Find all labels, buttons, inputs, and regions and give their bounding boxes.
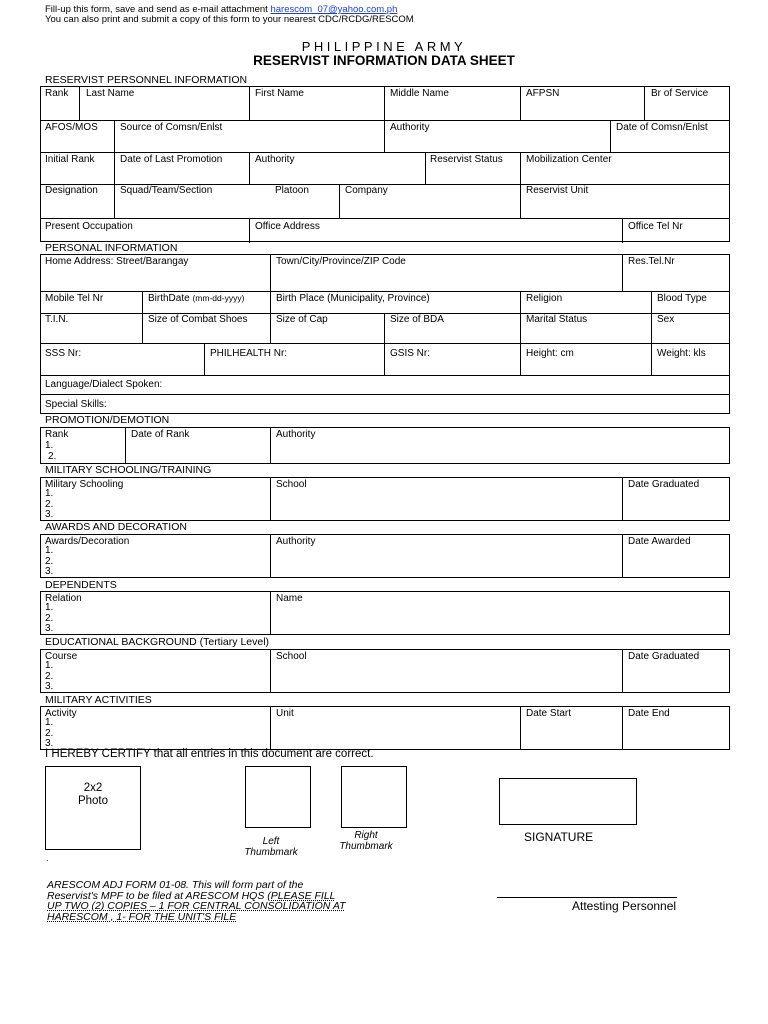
photo-box[interactable]	[45, 766, 141, 850]
first-name-field[interactable]: First Name	[255, 88, 304, 99]
blood-type-field[interactable]: Blood Type	[657, 293, 707, 304]
right-thumbmark-label-1: Right	[354, 830, 378, 841]
education-row-2[interactable]: 2.	[45, 671, 54, 682]
dependents-row-3[interactable]: 3.	[45, 623, 54, 634]
afpsn-field[interactable]: AFPSN	[526, 88, 560, 99]
activities-row-3[interactable]: 3.	[45, 738, 54, 749]
footer-note-text: ARESCOM ADJ FORM 01-08. This will form part of the Reservist's MPF to be filed at ARESCOM HQS	[47, 879, 304, 902]
section-reservist-info: RESERVIST PERSONNEL INFORMATION	[45, 74, 248, 86]
tin-field[interactable]: T.I.N.	[45, 314, 69, 325]
bda-size-field[interactable]: Size of BDA	[390, 314, 444, 325]
branch-of-service-field[interactable]: Br of Service	[651, 88, 709, 99]
company-field[interactable]: Company	[345, 185, 388, 196]
promotion-row-2[interactable]: 2.	[48, 451, 57, 462]
squad-field[interactable]: Squad/Team/Section	[120, 185, 213, 196]
religion-field[interactable]: Religion	[526, 293, 563, 304]
language-field[interactable]: Language/Dialect Spoken:	[45, 379, 163, 390]
attesting-signature-line[interactable]	[497, 897, 677, 898]
signature-label: SIGNATURE	[524, 830, 594, 844]
birthdate-format: (mm-dd-yyyy)	[192, 293, 245, 303]
birthdate-label: BirthDate	[148, 293, 190, 304]
schooling-row-2[interactable]: 2.	[45, 499, 54, 510]
office-address-field[interactable]: Office Address	[255, 221, 320, 232]
mobilization-center-field[interactable]: Mobilization Center	[526, 154, 612, 165]
authority-promotion-field[interactable]: Authority	[255, 154, 295, 165]
weight-field[interactable]: Weight: kls	[657, 348, 706, 359]
instruction-line-2: You can also print and submit a copy of this form to your nearest CDC/RCDG/RESCOM	[45, 14, 414, 25]
promotion-authority-header: Authority	[276, 429, 316, 440]
reservist-unit-field[interactable]: Reservist Unit	[526, 185, 589, 196]
activities-table	[40, 706, 730, 750]
personal-info-table	[40, 254, 730, 414]
afos-mos-field[interactable]: AFOS/MOS	[45, 122, 98, 133]
awards-authority-header: Authority	[276, 536, 316, 547]
date-awarded-header: Date Awarded	[628, 536, 691, 547]
left-thumbmark-label	[236, 836, 306, 858]
special-skills-field[interactable]: Special Skills:	[45, 399, 107, 410]
birthdate-field[interactable]	[148, 293, 244, 304]
birthplace-field[interactable]: Birth Place (Municipality, Province)	[276, 293, 430, 304]
middle-name-field[interactable]: Middle Name	[390, 88, 449, 99]
form-title: PHILIPPINE ARMY	[301, 39, 467, 54]
office-tel-field[interactable]: Office Tel Nr	[628, 221, 683, 232]
reservist-info-table	[40, 86, 730, 242]
town-field[interactable]: Town/City/Province/ZIP Code	[276, 256, 406, 267]
awards-row-1[interactable]: 1.	[45, 545, 54, 556]
source-comsn-field[interactable]: Source of Comsn/Enlst	[120, 122, 223, 133]
certification-statement: I HEREBY CERTIFY that all entries in this document are correct.	[45, 748, 374, 760]
platoon-field[interactable]: Platoon	[275, 185, 309, 196]
awards-header: Awards/Decoration	[45, 536, 130, 547]
combat-shoes-field[interactable]: Size of Combat Shoes	[148, 314, 248, 325]
left-thumbmark-label-1: Left	[262, 836, 280, 847]
date-graduated-header: Date Graduated	[628, 479, 700, 490]
date-comsn-field[interactable]: Date of Comsn/Enlst	[616, 122, 708, 133]
course-header: Course	[45, 651, 78, 662]
gsis-field[interactable]: GSIS Nr:	[390, 348, 431, 359]
awards-row-3[interactable]: 3.	[45, 566, 54, 577]
date-start-header: Date Start	[526, 708, 572, 719]
schooling-row-1[interactable]: 1.	[45, 488, 54, 499]
right-thumbmark-box[interactable]	[341, 766, 407, 828]
promotion-date-header: Date of Rank	[131, 429, 190, 440]
initial-rank-field[interactable]: Initial Rank	[45, 154, 95, 165]
height-field[interactable]: Height: cm	[526, 348, 574, 359]
authority-comsn-field[interactable]: Authority	[390, 122, 430, 133]
dependents-row-1[interactable]: 1.	[45, 602, 54, 613]
home-address-field[interactable]: Home Address: Street/Barangay	[45, 256, 189, 267]
left-thumbmark-label-2: Thumbmark	[244, 847, 298, 858]
section-education: EDUCATIONAL BACKGROUND (Tertiary Level)	[45, 636, 270, 648]
section-dependents: DEPENDENTS	[45, 579, 117, 591]
awards-table	[40, 534, 730, 578]
promotion-rank-header: Rank	[45, 429, 69, 440]
education-row-3[interactable]: 3.	[45, 681, 54, 692]
promotion-table	[40, 427, 730, 464]
section-awards: AWARDS AND DECORATION	[45, 521, 187, 533]
form-subtitle: RESERVIST INFORMATION DATA SHEET	[253, 53, 515, 68]
activities-row-1[interactable]: 1.	[45, 717, 54, 728]
instruction-text: Fill-up this form, save and send as e-mail attachment	[45, 4, 271, 15]
marital-status-field[interactable]: Marital Status	[526, 314, 588, 325]
designation-field[interactable]: Designation	[45, 185, 98, 196]
education-date-graduated-header: Date Graduated	[628, 651, 700, 662]
stray-dot: .	[46, 853, 49, 863]
date-end-header: Date End	[628, 708, 670, 719]
dependents-table	[40, 591, 730, 635]
form-footer-note	[47, 880, 347, 922]
relation-header: Relation	[45, 593, 82, 604]
right-thumbmark-label	[331, 830, 401, 852]
dependent-name-header: Name	[276, 593, 303, 604]
left-thumbmark-box[interactable]	[245, 766, 311, 828]
footer-note-instruction: (PLEASE FILL UP TWO (2) COPIES – 1 FOR CENTRAL CONSOLIDATION AT HARESCOM , 1- FOR THE UNIT'S FILE	[47, 889, 346, 923]
rank-field[interactable]: Rank	[45, 88, 69, 99]
philhealth-field[interactable]: PHILHEALTH Nr:	[210, 348, 288, 359]
reservist-status-field[interactable]: Reservist Status	[430, 154, 503, 165]
education-school-header: School	[276, 651, 307, 662]
sex-field[interactable]: Sex	[657, 314, 675, 325]
section-personal-info: PERSONAL INFORMATION	[45, 242, 178, 254]
promotion-row-1[interactable]: 1.	[45, 440, 54, 451]
school-header: School	[276, 479, 307, 490]
attesting-personnel-label: Attesting Personnel	[572, 899, 677, 913]
activities-row-2[interactable]: 2.	[45, 728, 54, 739]
section-military-activities: MILITARY ACTIVITIES	[45, 694, 152, 706]
schooling-table	[40, 477, 730, 521]
signature-box[interactable]	[499, 778, 637, 825]
photo-label: Photo	[77, 795, 109, 807]
education-table	[40, 649, 730, 693]
schooling-row-3[interactable]: 3.	[45, 509, 54, 520]
mobile-field[interactable]: Mobile Tel Nr	[45, 293, 104, 304]
present-occupation-field[interactable]: Present Occupation	[45, 221, 133, 232]
section-promotion: PROMOTION/DEMOTION	[45, 414, 170, 426]
email-link[interactable]: harescom_07@yahoo.com.ph	[270, 4, 398, 15]
last-name-field[interactable]: Last Name	[86, 88, 135, 99]
date-last-promotion-field[interactable]: Date of Last Promotion	[120, 154, 223, 165]
section-military-schooling: MILITARY SCHOOLING/TRAINING	[45, 464, 212, 476]
dependents-row-2[interactable]: 2.	[45, 613, 54, 624]
photo-label-size: 2x2	[83, 782, 103, 794]
awards-row-2[interactable]: 2.	[45, 556, 54, 567]
schooling-header: Military Schooling	[45, 479, 124, 490]
activity-header: Activity	[45, 708, 77, 719]
education-row-1[interactable]: 1.	[45, 660, 54, 671]
right-thumbmark-label-2: Thumbmark	[339, 841, 393, 852]
cap-size-field[interactable]: Size of Cap	[276, 314, 328, 325]
res-tel-field[interactable]: Res.Tel.Nr	[628, 256, 675, 267]
sss-field[interactable]: SSS Nr:	[45, 348, 82, 359]
unit-header: Unit	[276, 708, 294, 719]
